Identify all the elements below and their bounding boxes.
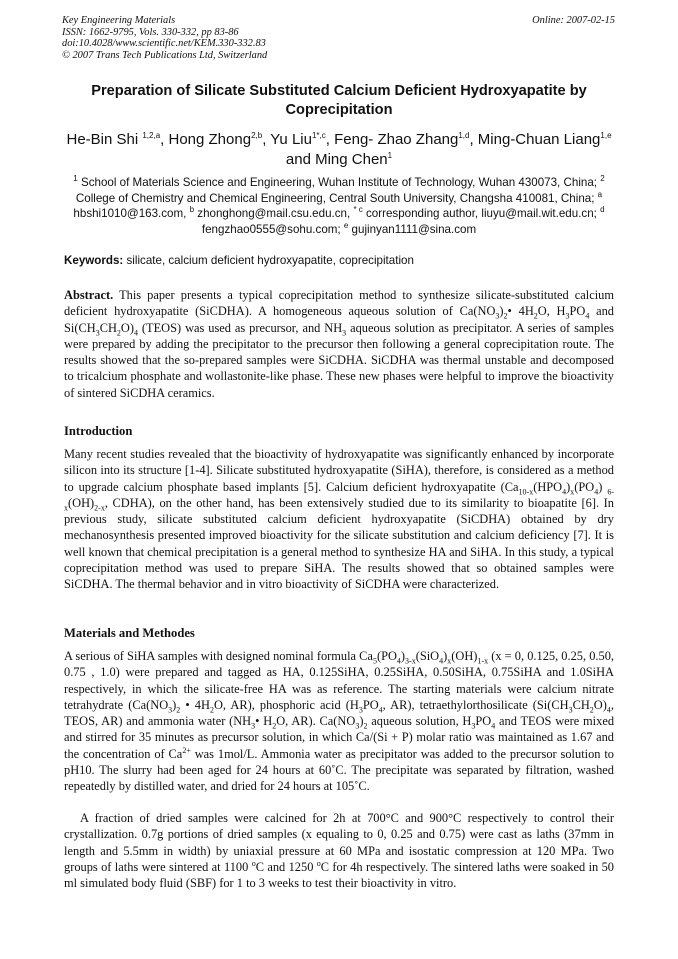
methods-para-1: A serious of SiHA samples with designed nominal formula $Ca_5(PO_4)_{3-x}(SiO_4)_x(OH)_{1-x}$ (x = 0, 0.125, 0.25, 0.50, 0.75 , 1.0) were prepared and tagged as HA, 0.125SiHA, 0.25SiHA, 0.50SiHA, 0.75SiHA and 1.0SiHA respectively, in which the silicate-free HA was as reference. The starting materials were calcium nitrate tetrahydrate ($Ca(NO_3)_2$ • $4H_2O$, AR), phosphoric acid ($H_3PO_4$, AR), tetraethylorthosilicate ($Si(CH_3CH_2O)_4$, TEOS, AR) and ammonia water ($NH_3•$ $H_2O$, AR). $Ca(NO_3)_2$ aqueous solution, $H_3PO_4$ and TEOS were mixed and stirred for 35 minutes as precursor solution, in which Ca/(Si + P) molar ratio was maintained as 1.67 and the concentration of $Ca^{2+}$ was 1mol/L. Ammonia water as precipitator was added to the precursor solution to pH10. The slurry had been aged for 24 hours at 60˚C. The precipitate was separated by filtration, washed repeatedly by distilled water, and dried for 24 hours at 105˚C. — [64, 649, 615, 794]
journal-header — [62, 15, 267, 61]
journal-name: Key Engineering Materials — [62, 15, 176, 26]
keywords — [64, 254, 414, 267]
keywords-label: Keywords: — [64, 254, 124, 267]
intro-text: Many recent studies revealed that the bioactivity of hydroxyapatite was significantly enhanced by incorporate silicon into its structure [1-4]. Silicate substituted hydroxyapatite (SiHA), therefore, is considered as a method to upgrade calcium phosphate based implants [5]. Calcium deficient hydroxyapatite ($Ca_{10-x}(HPO_4)_x(PO_4)$ $_{6-x}(OH)_{2-x}$, CDHA), on the other hand, has been extensively studied due to its similarity to bioapatite [6]. In previous study, silicate substituted calcium deficient hydroxyapatite (SiCDHA) obtained by dry mechanosynthesis presented improved bioactivity for the silicate substitution and calcium deficiency [7]. It is well known that chemical precipitation is a general method to synthesize HA and SiHA. In this study, a typical coprecipitation method was used to prepare SiHA. The results showed that so obtained samples were SiCDHA. The thermal behavior and in vitro bioactivity of SiCDHA were characterized. — [64, 447, 614, 592]
methods-heading: Materials and Methodes — [64, 626, 195, 640]
affiliations: $^1$ School of Materials Science and Engineering, Wuhan Institute of Technology, Wuhan 430073, China; $^2$ College of Chemistry and Chemical Engineering, Central South University, Changsha 410081, China; $^a$ hbshi1010@163.com, $^b$ zhonghong@mail.csu.edu.cn, $^{* c}$ corresponding author, liuyu@mail.wit.edu.cn; $^d$ fengzhao0555@sohu.com; $^e$ gujinyan1111@sina.com — [73, 174, 605, 236]
journal-issn: ISSN: 1662-9795, Vols. 330-332, pp 83-86 — [62, 26, 239, 38]
journal-copyright: © 2007 Trans Tech Publications Ltd, Switzerland — [62, 49, 268, 61]
methods-para-2: A fraction of dried samples were calcined for 2h at 700°C and 900°C respectively to control their crystallization. 0.7g portions of dried samples (x equaling to 0, 0.25 and 0.75) were cast as laths (37mm in length and 5.5mm in width) by uniaxial pressure at 60 MPa and isostatic compression at 120 MPa. Two groups of laths were sintered at 1100 $^o$C and 1250 $^o$C for 4h respectively. The sintered laths were soaked in 50 ml simulated body fluid (SBF) for 1 to 3 weeks to test their bioactivity in vitro. — [64, 811, 614, 891]
intro-heading: Introduction — [64, 424, 133, 438]
author-list: He-Bin Shi $^{1,2,a}$, Hong Zhong$^{2,b}$, Yu Liu$^{1*,c}$, Feng- Zhao Zhang$^{1,d}$, Ming-Chuan Liang$^{1,e}$ and Ming Chen$^1$ — [66, 131, 612, 168]
paper-title: Preparation of Silicate Substituted Calcium Deficient Hydroxyapatite by Coprecipitation — [91, 83, 587, 118]
journal-doi: doi:10.4028/www.scientific.net/KEM.330-332.83 — [62, 38, 266, 50]
online-date: Online: 2007-02-15 — [532, 15, 615, 26]
abstract: Abstract. This paper presents a typical coprecipitation method to synthesize silicate-substituted calcium deficient hydroxyapatite (SiCDHA). A homogeneous aqueous solution of $Ca(NO_3)_2•$ $4H_2O$, $H_3PO_4$ and $Si(CH_3CH_2O)_4$ (TEOS) was used as precursor, and $NH_3$ aqueous solution as precipitator. A series of samples were prepared by adding the precipitator to the precursor then following a general coprecipitation route. The results showed that the so-prepared samples were SiCDHA. SiCDHA was thermal unstable and decomposed to tricalcium phosphate and wollastonite-like phase. These new phases were helpful to improve the bioactivity of sintered SiCDHA ceramics. — [64, 288, 614, 400]
keywords-text: silicate, calcium deficient hydroxyapatite, coprecipitation — [123, 254, 414, 267]
